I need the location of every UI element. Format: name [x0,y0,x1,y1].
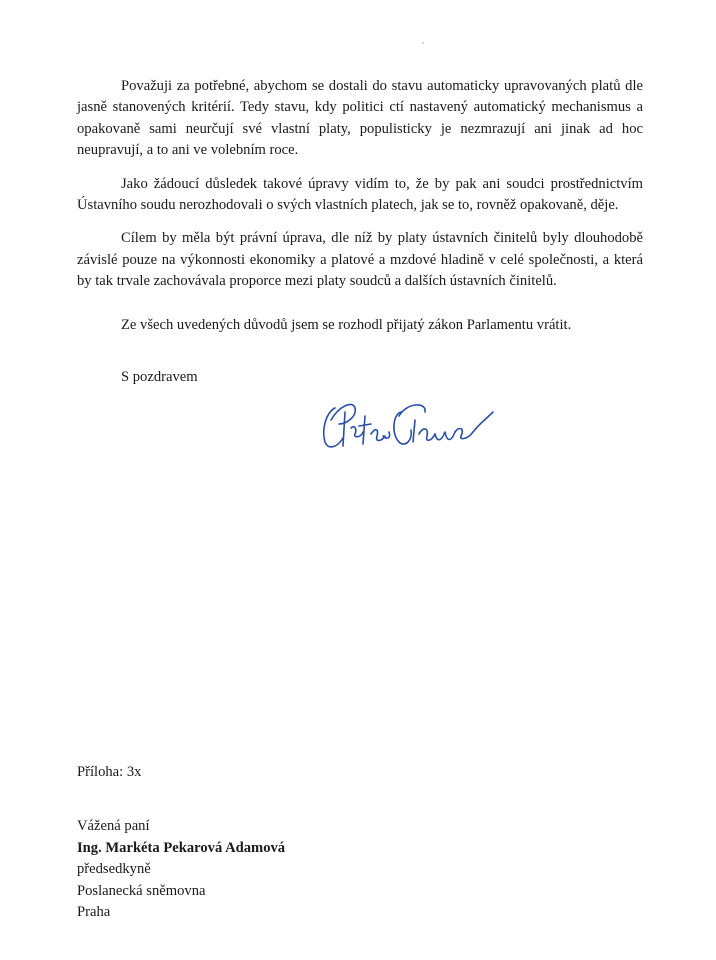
paragraph-automatic-salaries: Považuji za potřebné, abychom se dostali do stavu automaticky upravovaných platů dle jasně stanovených kritérií. Tedy stavu, kdy politici ctí nastavený automatický mechanismus a opakovaně sami neurčují své vlastní platy, populisticky je nezmrazují ani jinak ad hoc neupravují, a to ani ve volebním roce. [77,78,643,159]
paragraph-legal-goal: Cílem by měla být právní úprava, dle níž by platy ústavních činitelů byly dlouhodobě závislé pouze na výkonnosti ekonomiky a platové a mzdové hladině v celé společnosti, a která by tak trvale zachovávala proporce mezi platy soudců a dalších ústavních činitelů. [77,230,643,290]
recipient-address [77,816,285,924]
letter-body [77,76,643,293]
recipient-city: Praha [77,904,111,921]
paper-speck [422,42,424,44]
conclusion-sentence: Ze všech uvedených důvodů jsem se rozhodl přijatý zákon Parlamentu vrátit. [121,317,572,333]
recipient-role: předsedkyně [77,861,151,878]
greeting: S pozdravem [121,369,198,385]
recipient-name: Ing. Markéta Pekarová Adamová [77,839,286,856]
recipient-institution: Poslanecká sněmovna [77,882,206,899]
attachment-note: Příloha: 3x [77,764,142,780]
paragraph-constitutional-court: Jako žádoucí důsledek takové úpravy vidím to, že by pak ani soudci prostřednictvím Ústavního soudu nerozhodovali o svých vlastních platech, jak se to, rovněž opakovaně, děje. [77,175,643,214]
handwritten-signature [317,398,495,456]
recipient-salutation: Vážená paní [77,818,150,834]
